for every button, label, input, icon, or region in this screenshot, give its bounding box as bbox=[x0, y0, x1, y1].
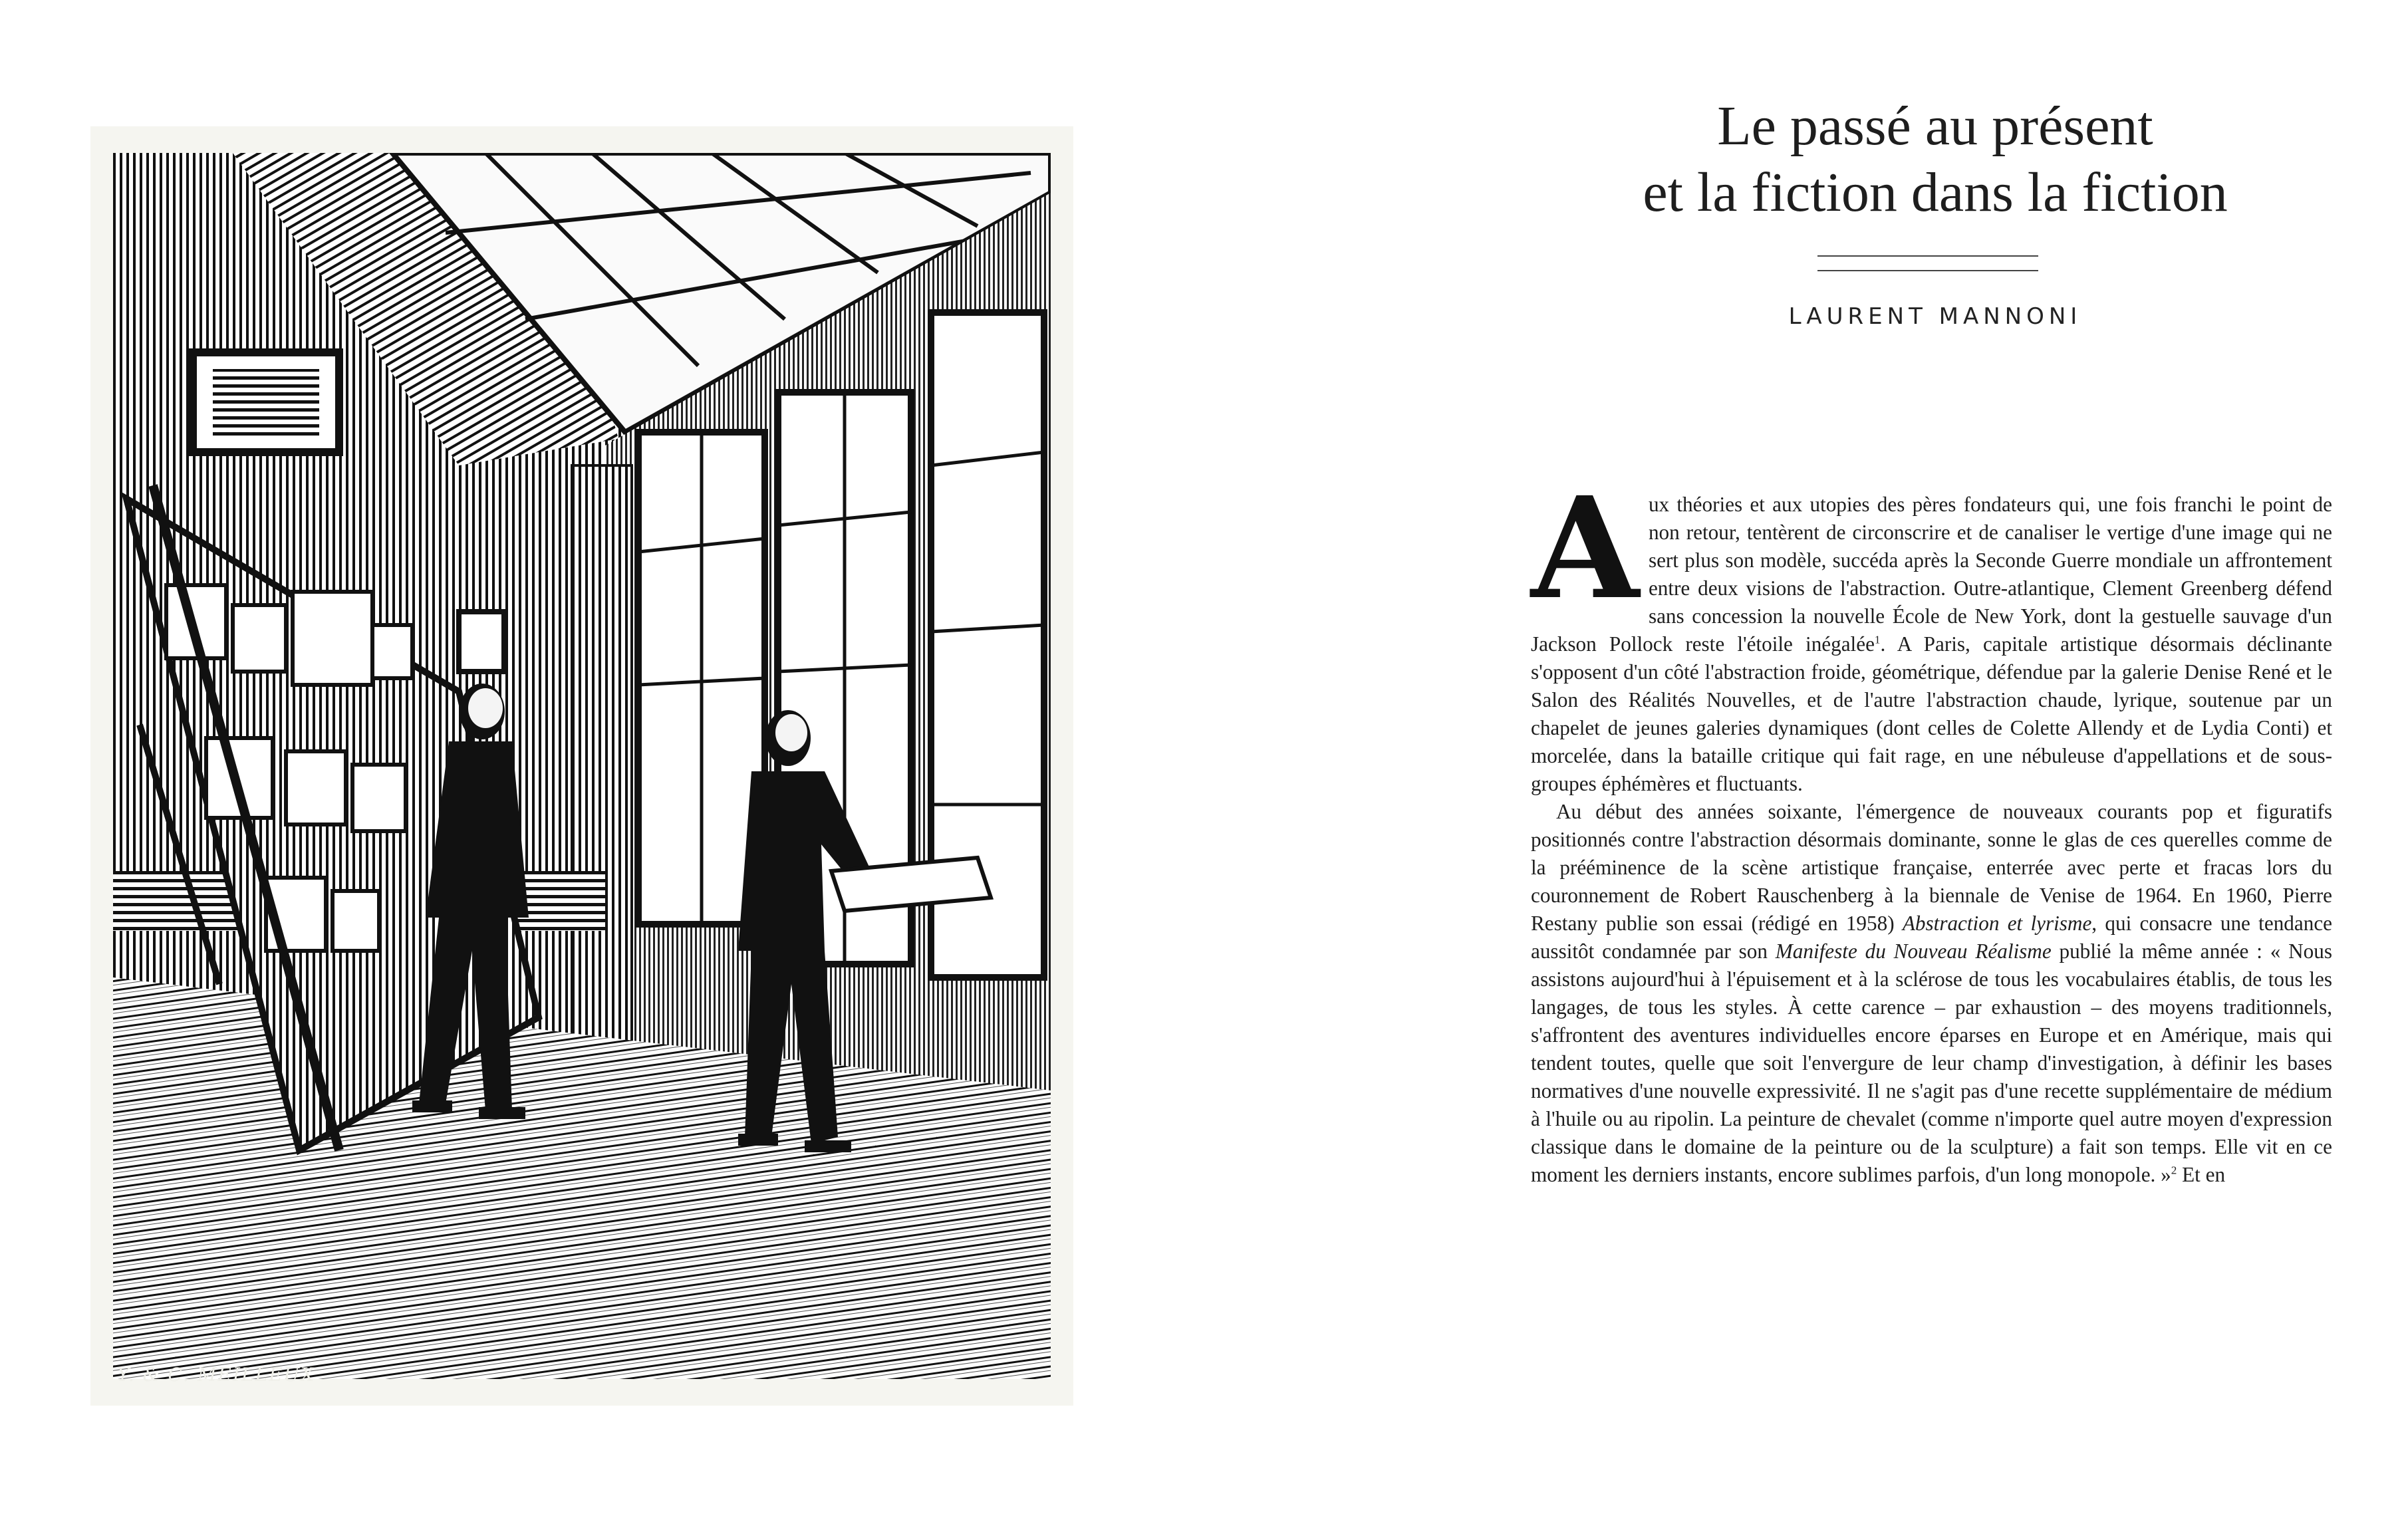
footnote-ref-2[interactable]: 2 bbox=[2171, 1164, 2177, 1177]
footnote-ref-1[interactable]: 1 bbox=[1874, 633, 1881, 646]
book-title-abstraction: Abstraction et lyrisme bbox=[1902, 912, 2092, 935]
title-line-1: Le passé au présent bbox=[1717, 95, 2153, 157]
p2-text-d: Et en bbox=[2177, 1163, 2226, 1186]
p2-text-a: Au début des années soixante, l'émergence de nouveaux courants pop et figuratifs positionnés contre l'abstraction désormais dominante, sonne le glas de ces querelles comme de la prééminence de la scène artistique française, enterrée avec perte et fracas lors du couronnement de Robert Rauschenberg à la biennale de Venise de 1964. En 1960, Pierre Restany publie son essai (rédigé en 1958) bbox=[1531, 800, 2332, 935]
title-rule-top bbox=[1817, 255, 2038, 257]
p1-text-b: . A Paris, capitale artistique désormais déclinante s'opposent d'un côté l'abstraction froide, géométrique, défendue par la galerie Denise René et le Salon des Réalités Nouvelles, et de l'autre l'abstraction chaude, lyrique, soutenue par un chapelet de jeunes galeries dynamiques (dont celles de Colette Allendy et de Lydia Conti) et morcelée, dans la bataille critique qui fait rage, en une nébuleuse d'appellations et de sous-groupes éphémères et fluctuants. bbox=[1531, 632, 2332, 795]
drop-cap: A bbox=[1531, 466, 1639, 630]
title-rule-bottom bbox=[1817, 270, 2038, 271]
paragraph-1 bbox=[1531, 466, 2332, 798]
p1-text-a: ux théories et aux utopies des pères fondateurs qui, une fois franchi le point de non retour, tentèrent de circonscrire et de canaliser le vertige d'une image qui ne sert plus son modèle, succéda après la Seconde Guerre mondiale un affrontement entre deux visions de l'abstraction. Outre-atlantique, Clement Greenberg défend sans concession la nouvelle École de New York, dont la gestuelle sauvage d'un Jackson Pollock reste l'étoile inégalée bbox=[1531, 493, 2332, 656]
engraving-plate bbox=[90, 126, 1073, 1406]
engraving-illustration bbox=[113, 153, 1051, 1379]
author-name: LAURENT MANNONI bbox=[1788, 303, 2082, 330]
title-line-2: et la fiction dans la fiction bbox=[1643, 162, 2228, 223]
book-title-manifeste: Manifeste du Nouveau Réalisme bbox=[1775, 940, 2052, 963]
paragraph-2 bbox=[1531, 798, 2332, 1189]
essay-body bbox=[1531, 466, 2333, 1189]
p2-text-c: publié la même année : « Nous assistons aujourd'hui à l'épuisement et à la sclérose de tous les vocabulaires établis, de tous les langages, de tous les styles. À cette carence – par exhaustion – des moyens traditionnels, s'affrontent des aventures individuelles encore éparses en Europe et en Amérique, mais qui tendent toutes, quelle que soit l'envergure de leur champ d'investigation, à définir les bases normatives d'une nouvelle expressivité. Il ne s'agit pas d'une recette supplémentaire de médium à l'huile ou au ripolin. La peinture de chevalet (comme n'importe quel autre moyen d'expression classique dans le domaine de la peinture ou de la sculpture) a fait son temps. Elle vit en ce moment les derniers instants, encore sublimes parfois, d'un long monopole. » bbox=[1531, 940, 2332, 1186]
chapter-title bbox=[1530, 93, 2341, 226]
p2-text-b: , qui consacre une tendance aussitôt condamnée par son bbox=[1531, 912, 2333, 963]
engraver-signature: Y. & C. MEILLEUX bbox=[117, 1364, 316, 1386]
